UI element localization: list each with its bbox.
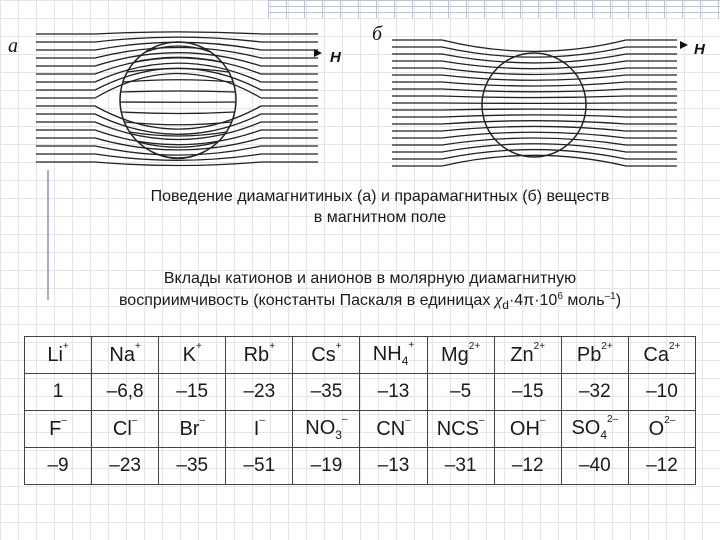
caption-close: ) <box>615 292 622 309</box>
internal-field-line <box>127 69 229 73</box>
table-caption <box>40 268 700 316</box>
figure-a-letter: а <box>8 35 18 57</box>
cation-charge: + <box>195 340 202 352</box>
anion-subscript: 3 <box>335 427 342 442</box>
cation-cell <box>25 337 92 374</box>
cation-symbol: Ca <box>643 343 669 366</box>
anion-symbol: CN <box>376 417 406 440</box>
figure-paramagnetic <box>372 0 717 175</box>
cation-symbol: Zn <box>510 343 534 366</box>
caption-text: восприимчивость (константы Паскаля в единицах <box>118 292 495 309</box>
cation-charge: 2+ <box>601 340 613 352</box>
field-arrow-b <box>680 41 688 49</box>
anion-symbol: O <box>648 417 665 440</box>
cation-cell <box>92 337 159 374</box>
field-line <box>392 126 677 131</box>
internal-field-line <box>123 80 233 82</box>
cation-value-cell: –15 <box>494 374 561 411</box>
internal-field-line <box>121 91 236 92</box>
cation-cell <box>360 337 427 374</box>
cation-value-cell: –5 <box>427 374 494 411</box>
anion-value-cell: –13 <box>360 448 427 485</box>
cation-charge: + <box>335 340 342 352</box>
cation-value-cell: 1 <box>25 374 92 411</box>
anion-value-cell: –12 <box>628 448 695 485</box>
anion-charge: – <box>259 414 265 426</box>
cation-subscript: 4 <box>401 353 409 368</box>
cation-symbol: Rb <box>243 343 270 366</box>
figure-caption <box>70 186 690 228</box>
anion-row <box>25 411 696 448</box>
cation-symbol: NH <box>372 342 402 365</box>
field-line <box>392 89 677 92</box>
anion-charge: – <box>539 414 546 426</box>
cation-value-cell: –6,8 <box>92 374 159 411</box>
anion-symbol: NO <box>305 416 336 439</box>
chi-subscript: d <box>502 298 509 313</box>
field-line <box>392 121 677 124</box>
cation-charge: + <box>408 339 415 351</box>
anion-symbol: Cl <box>112 417 132 440</box>
anion-value-cell: –23 <box>92 448 159 485</box>
cation-cell <box>628 337 695 374</box>
cation-value-cell: –10 <box>628 374 695 411</box>
figure-diamagnetic <box>0 0 360 170</box>
diamagnetic-sphere <box>120 42 236 158</box>
caption-factor: ·4π·10 <box>508 292 558 309</box>
anion-symbol: I <box>253 417 260 440</box>
anion-value-cell: –35 <box>159 448 226 485</box>
field-line <box>392 132 677 138</box>
figure-b-letter: б <box>372 23 383 45</box>
caption-unit-exponent: –1 <box>604 291 616 302</box>
anion-value-cell: –51 <box>226 448 293 485</box>
anion-charge: – <box>199 414 206 426</box>
cation-value-cell: –35 <box>293 374 360 411</box>
field-line <box>392 75 677 80</box>
cation-value-cell: –15 <box>159 374 226 411</box>
figure-caption-line1: Поведение диамагнитиных (а) и прарамагнитных (б) веществ <box>150 188 610 205</box>
anion-value-cell: –40 <box>561 448 628 485</box>
anion-cell <box>92 411 159 448</box>
table-caption-line1: Вклады катионов и анионов в молярную диамагнитную <box>163 270 577 287</box>
internal-field-line <box>121 112 234 114</box>
anion-cell <box>293 411 360 448</box>
chi-symbol: χ <box>494 290 503 309</box>
cation-charge: 2+ <box>533 340 546 352</box>
anion-charge: – <box>478 414 485 426</box>
field-line <box>392 115 677 117</box>
cation-charge: + <box>269 340 276 352</box>
field-label-a: H <box>330 49 341 66</box>
anion-value-cell: –9 <box>25 448 92 485</box>
anion-value-cell: –31 <box>427 448 494 485</box>
cation-row <box>25 337 696 374</box>
anion-symbol: NCS <box>436 417 479 440</box>
anion-value-cell: –12 <box>494 448 561 485</box>
cation-symbol: Mg <box>441 343 469 366</box>
anion-symbol: Br <box>179 417 200 440</box>
figure-caption-line2: в магнитном поле <box>313 209 447 226</box>
field-line <box>36 32 318 34</box>
cation-cell <box>494 337 561 374</box>
anion-cell <box>360 411 427 448</box>
cation-value-row <box>25 374 696 411</box>
field-line <box>36 106 318 129</box>
field-line <box>36 74 318 99</box>
cation-charge: + <box>62 340 69 352</box>
cation-charge: 2+ <box>468 340 481 352</box>
anion-charge: 2– <box>607 413 619 425</box>
field-label-b: H <box>694 41 705 58</box>
anion-charge: – <box>61 414 67 426</box>
anion-cell <box>159 411 226 448</box>
cation-cell <box>159 337 226 374</box>
cation-charge: 2+ <box>669 340 681 352</box>
anion-charge: – <box>131 414 138 426</box>
field-line <box>392 96 677 98</box>
anion-symbol: OH <box>509 417 540 440</box>
anion-charge: – <box>405 414 411 426</box>
field-line <box>392 109 677 110</box>
anion-cell <box>427 411 494 448</box>
cation-symbol: Na <box>109 343 135 366</box>
cation-symbol: Pb <box>576 343 602 366</box>
cation-cell <box>226 337 293 374</box>
anion-cell <box>226 411 293 448</box>
pascal-constants-table <box>24 336 696 485</box>
anion-value-row <box>25 448 696 485</box>
field-line <box>392 47 677 57</box>
anion-cell <box>561 411 628 448</box>
anion-cell <box>494 411 561 448</box>
anion-cell <box>25 411 92 448</box>
anion-charge: 2– <box>664 414 676 426</box>
cation-value-cell: –13 <box>360 374 427 411</box>
cation-value-cell: –23 <box>226 374 293 411</box>
cation-cell <box>293 337 360 374</box>
anion-value-cell: –19 <box>293 448 360 485</box>
field-line <box>392 40 677 51</box>
field-line <box>36 53 318 66</box>
anion-subscript: 4 <box>600 427 608 442</box>
cation-symbol: Li <box>47 343 63 366</box>
field-line <box>392 82 677 86</box>
cation-value-cell: –32 <box>561 374 628 411</box>
cation-cell <box>561 337 628 374</box>
cation-symbol: K <box>182 343 196 366</box>
table-caption-line2 <box>40 289 700 316</box>
anion-cell <box>628 411 695 448</box>
cation-cell <box>427 337 494 374</box>
anion-symbol: F <box>49 417 62 440</box>
anion-symbol: SO <box>571 416 601 439</box>
cation-charge: + <box>135 340 141 352</box>
caption-exponent: 6 <box>557 291 563 302</box>
anion-charge: – <box>341 413 348 425</box>
cation-symbol: Cs <box>311 343 336 366</box>
field-line <box>36 162 318 166</box>
caption-unit: моль <box>562 292 605 309</box>
